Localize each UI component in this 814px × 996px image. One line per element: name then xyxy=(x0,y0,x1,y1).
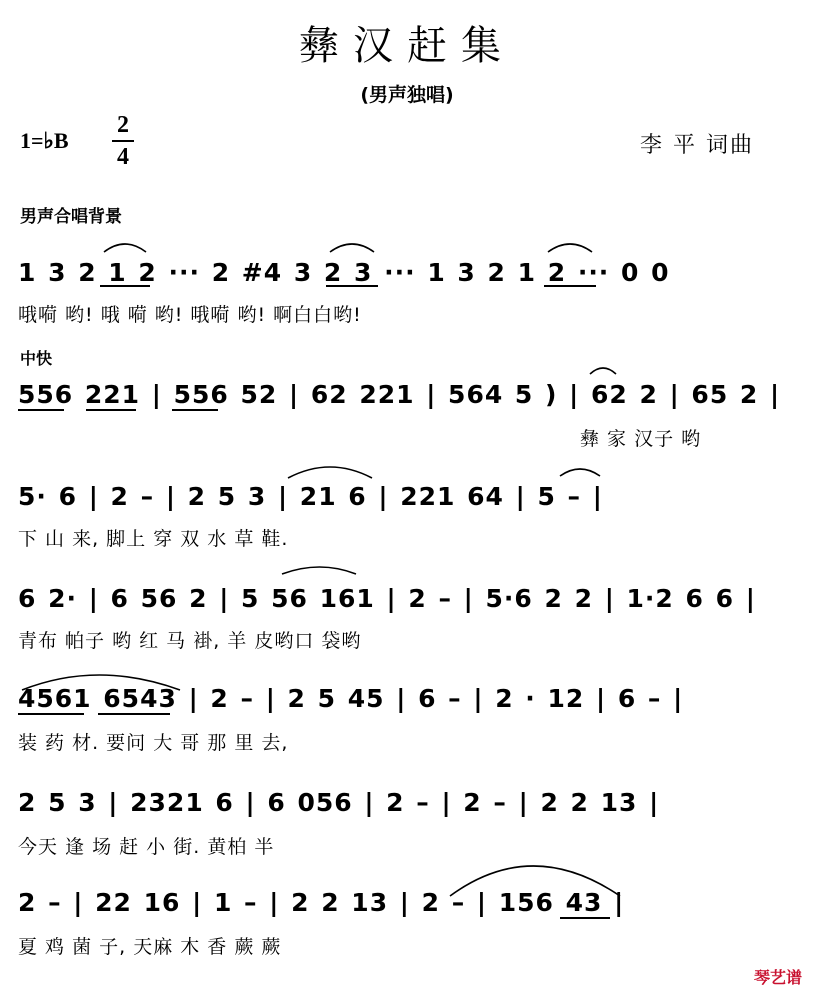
time-signature-top: 2 xyxy=(117,112,129,138)
tempo-marking: 中快 xyxy=(20,349,53,368)
notes-row: 6 2· | 6 56 2 | 5 56 161 | 2 – | 5·6 2 2 | 1·2 6 6 | xyxy=(18,584,756,613)
notes-row: 1 3 2 1 2 ··· 2 #4 3 2 3 ··· 1 3 2 1 2 ··· 0 0 xyxy=(18,258,670,287)
lyrics-row: 下 山 来, 脚上 穿 双 水 草 鞋. xyxy=(18,528,289,550)
author-credit: 李 平 词曲 xyxy=(640,133,754,158)
key-signature: 1=♭B xyxy=(20,128,69,153)
lyrics-row: 装 药 材. 要问 大 哥 那 里 去, xyxy=(18,732,289,754)
lyrics-row: 彝 家 汉子 哟 xyxy=(580,428,702,450)
slur xyxy=(590,368,616,374)
notes-row: 4561 6543 | 2 – | 2 5 45 | 6 – | 2 · 12 | 6 – | xyxy=(18,684,684,713)
slur xyxy=(22,675,180,690)
notes-row: 2 – | 22 16 | 1 – | 2 2 13 | 2 – | 156 43 | xyxy=(18,888,625,917)
lyrics-row: 夏 鸡 菌 子, 天麻 木 香 蕨 蕨 xyxy=(18,936,282,958)
notes-row: 556 221 | 556 52 | 62 221 | 564 5 ) | 62 2 | 65 2 | xyxy=(18,380,781,409)
time-signature-bottom: 4 xyxy=(117,144,129,170)
slur xyxy=(560,469,600,476)
choir-label: 男声合唱背景 xyxy=(20,207,122,227)
lyrics-row: 哦嗬 哟! 哦 嗬 哟! 哦嗬 哟! 啊白白哟! xyxy=(18,304,362,326)
slur xyxy=(450,866,620,896)
lyrics-row: 青布 帕子 哟 红 马 褂, 羊 皮哟口 袋哟 xyxy=(18,630,362,652)
notes-row: 5· 6 | 2 – | 2 5 3 | 21 6 | 221 64 | 5 – | xyxy=(18,482,603,511)
slur xyxy=(288,467,372,478)
watermark-logo: 琴艺谱 xyxy=(753,968,802,987)
notes-row: 2 5 3 | 2321 6 | 6 056 | 2 – | 2 – | 2 2 13 | xyxy=(18,788,660,817)
slur xyxy=(330,244,374,252)
slur xyxy=(548,244,592,252)
song-subtitle: (男声独唱) xyxy=(360,84,454,106)
song-title: 彝汉赶集 xyxy=(299,23,515,69)
slur xyxy=(104,244,146,252)
slur xyxy=(282,567,356,574)
lyrics-row: 今天 逢 场 赶 小 街. 黄柏 半 xyxy=(18,836,275,858)
